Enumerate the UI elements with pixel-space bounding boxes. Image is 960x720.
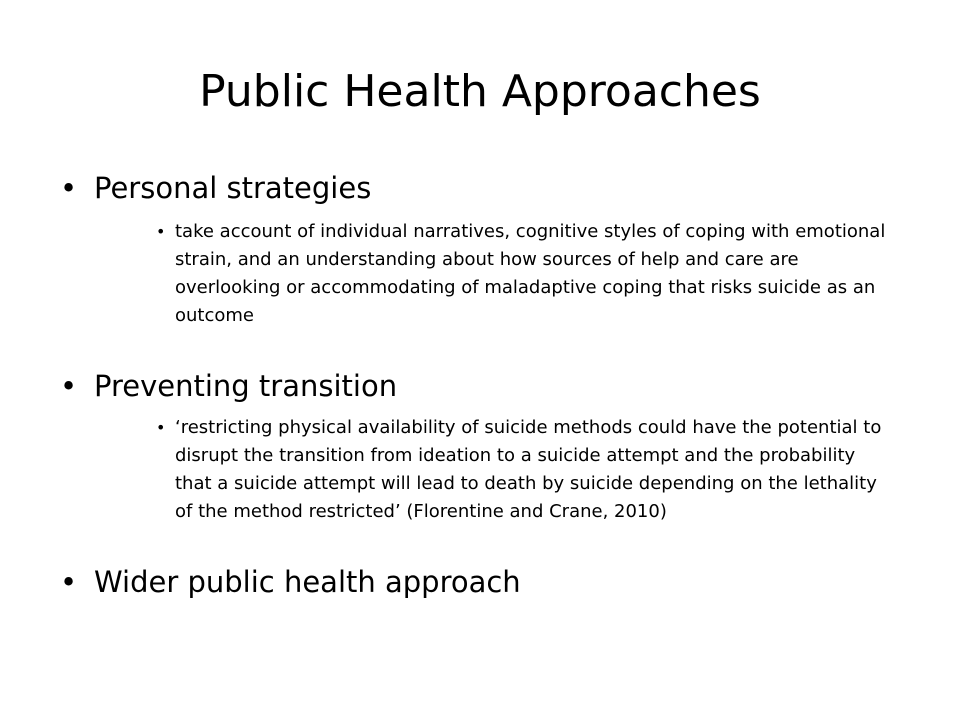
bullet-wider-public-health (60, 562, 894, 602)
bullet-text: Wider public health approach (94, 565, 521, 599)
bullet-icon: • (156, 418, 166, 437)
bullet-preventing-transition (60, 366, 894, 406)
bullet-icon: • (60, 565, 78, 599)
slide-title: Public Health Approaches (199, 66, 761, 117)
bullet-personal-strategies (60, 168, 894, 208)
subbullet-personal-strategies (156, 218, 895, 330)
subbullet-preventing-transition (156, 414, 895, 526)
bullet-text: Personal strategies (94, 171, 372, 205)
bullet-icon: • (60, 171, 78, 205)
bullet-icon: • (156, 222, 166, 241)
bullet-text: Preventing transition (94, 369, 398, 403)
subbullet-text: take account of individual narratives, cognitive styles of coping with emotional strain, and an understanding about how sources of help and care are overlooking or accommodating of maladaptive coping that risks suicide as an outcome (175, 221, 886, 326)
subbullet-text: ‘restricting physical availability of suicide methods could have the potential to disrupt the transition from ideation to a suicide attempt and the probability that a suicide attempt will lead to death by suicide depending on the lethality of the method restricted’ (Florentine and Crane, 2010) (175, 417, 882, 522)
bullet-icon: • (60, 369, 78, 403)
